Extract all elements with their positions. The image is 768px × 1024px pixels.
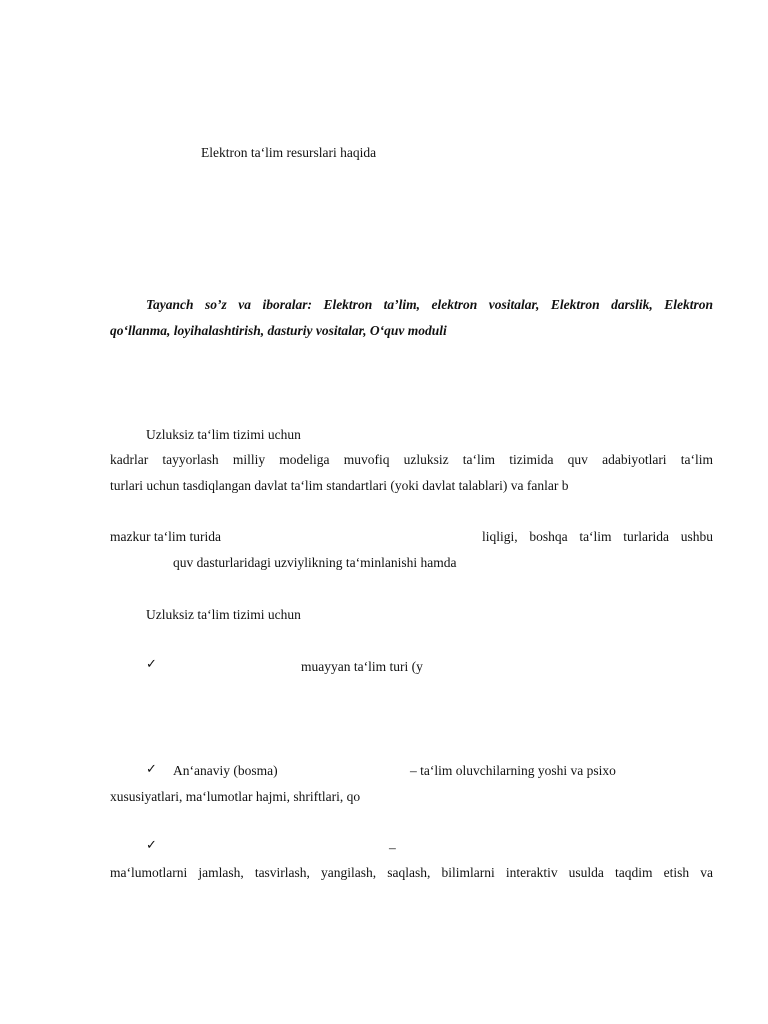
- bullet-2-text-right: – ta‘lim oluvchilarning yoshi va psixo: [410, 763, 616, 778]
- paragraph-1-line-1: Uzluksiz ta‘lim tizimi uchun: [146, 427, 301, 442]
- checkmark-icon: ✓: [146, 657, 157, 672]
- paragraph-2-line-2: quv dasturlaridagi uzviylikning ta‘minlanishi hamda: [173, 555, 457, 570]
- bullet-3-continuation: ma‘lumotlarni jamlash, tasvirlash, yangilash, saqlash, bilimlarni interaktiv usulda taqdim etish va: [110, 865, 713, 880]
- checkmark-icon: ✓: [146, 838, 157, 853]
- bullet-2-continuation: xususiyatlari, ma‘lumotlar hajmi, shriftlari, qo: [110, 789, 361, 804]
- paragraph-3-line-1: Uzluksiz ta‘lim tizimi uchun: [146, 607, 301, 622]
- paragraph-2-line-1-left: mazkur ta‘lim turida: [110, 529, 221, 544]
- checkmark-icon: ✓: [146, 762, 157, 777]
- keywords-line-1: Tayanch so’z va iboralar: Elektron ta’lim, elektron vositalar, Elektron darslik, Elektron: [146, 297, 713, 312]
- paragraph-1-line-3: turlari uchun tasdiqlangan davlat ta‘lim standartlari (yoki davlat talablari) va fanlar b: [110, 478, 569, 493]
- page-title: Elektron ta‘lim resurslari haqida: [201, 145, 377, 160]
- keywords-line-2: qo‘llanma, loyihalashtirish, dasturiy vositalar, O‘quv moduli: [110, 323, 447, 338]
- paragraph-2-line-1-right: liqligi, boshqa ta‘lim turlarida ushbu: [482, 529, 713, 544]
- bullet-3-dash: –: [389, 840, 396, 855]
- bullet-1-text: muayyan ta‘lim turi (y: [301, 659, 423, 674]
- bullet-2-text-left: An‘anaviy (bosma): [173, 763, 278, 778]
- paragraph-1-line-2: kadrlar tayyorlash milliy modeliga muvofiq uzluksiz ta‘lim tizimida quv adabiyotlari ta‘lim: [110, 452, 713, 467]
